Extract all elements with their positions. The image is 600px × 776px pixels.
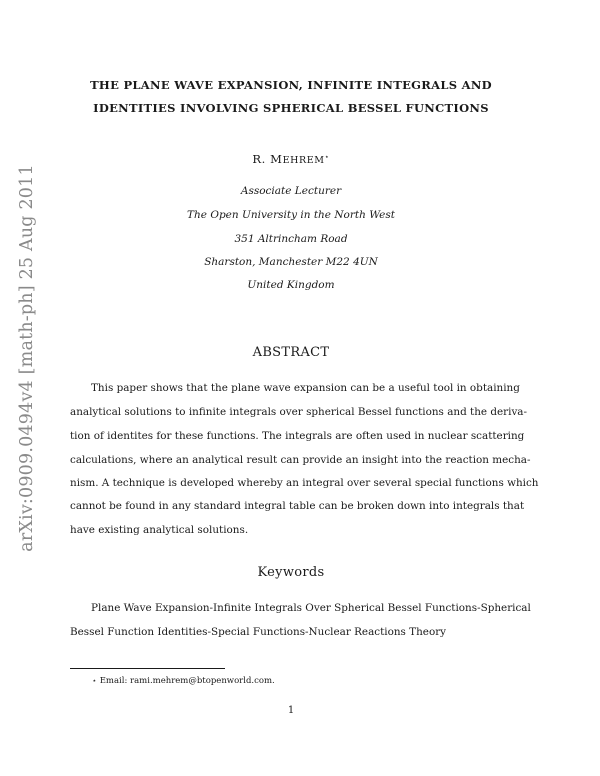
- abstract-line: analytical solutions to infinite integrals over spherical Bessel functions and the deriva-: [70, 406, 528, 418]
- page-number: 1: [287, 705, 295, 716]
- title-line-2: IDENTITIES INVOLVING SPHERICAL BESSEL FUNCTIONS: [93, 101, 489, 115]
- keywords-heading: Keywords: [257, 565, 325, 580]
- footnote-email[interactable]: Email: rami.mehrem@btopenworld.com.: [99, 676, 275, 686]
- affiliation-line: 351 Altrincham Road: [234, 233, 348, 245]
- arxiv-identifier[interactable]: arXiv:0909.0494v4 [math-ph] 25 Aug 2011: [17, 164, 37, 552]
- keywords-line: Plane Wave Expansion-Infinite Integrals Over Spherical Bessel Functions-Spherical: [91, 602, 531, 614]
- affiliation-line: Sharston, Manchester M22 4UN: [204, 256, 378, 268]
- abstract-line: nism. A technique is developed whereby an integral over several special functions which: [70, 477, 539, 489]
- abstract-line: cannot be found in any standard integral table can be broken down into integrals that: [70, 500, 525, 512]
- author-footnote-mark: ⋆: [324, 153, 330, 161]
- affiliation-line: United Kingdom: [247, 279, 335, 291]
- abstract-line: calculations, where an analytical result can provide an insight into the reaction mecha-: [70, 454, 531, 466]
- footnote: [92, 676, 275, 686]
- abstract-line: have existing analytical solutions.: [70, 524, 249, 536]
- affiliation-line: The Open University in the North West: [187, 209, 395, 221]
- affiliation-line: Associate Lecturer: [240, 185, 342, 197]
- footnote-mark: ⋆: [92, 676, 97, 685]
- title-line-1: THE PLANE WAVE EXPANSION, INFINITE INTEGRALS AND: [90, 78, 492, 92]
- footnote-rule: [70, 668, 225, 669]
- abstract-line: This paper shows that the plane wave expansion can be a useful tool in obtaining: [91, 382, 520, 394]
- keywords-line: Bessel Function Identities-Special Functions-Nuclear Reactions Theory: [70, 626, 447, 638]
- abstract-line: tion of identites for these functions. The integrals are often used in nuclear scattering: [70, 430, 525, 442]
- author-initial: R. M: [252, 152, 283, 166]
- author: [70, 152, 512, 166]
- abstract-heading: ABSTRACT: [252, 345, 330, 360]
- author-surname: EHREM: [282, 155, 325, 166]
